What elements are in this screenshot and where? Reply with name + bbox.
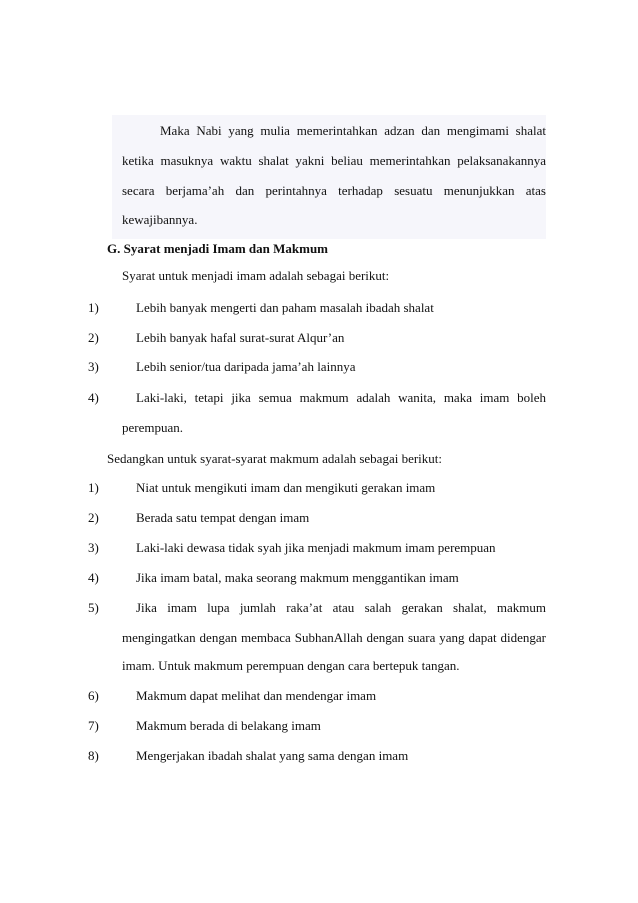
list-item-continuation: mengingatkan dengan membaca SubhanAllah dengan suara yang dapat didengar [122,630,546,645]
list-number: 1) [88,480,99,495]
list-item: Makmum berada di belakang imam [136,718,321,733]
list-item: Niat untuk mengikuti imam dan mengikuti gerakan imam [136,480,436,495]
intro-line: ketika masuknya waktu shalat yakni beliau memerintahkan pelaksanakannya [122,153,546,168]
list-item: Laki-laki, tetapi jika semua makmum adalah wanita, maka imam boleh [136,390,546,405]
list-number: 7) [88,718,99,733]
list-number: 2) [88,510,99,525]
list-item: Makmum dapat melihat dan mendengar imam [136,688,377,703]
list-item: Jika imam batal, maka seorang makmum menggantikan imam [136,570,459,585]
list-number: 2) [88,330,99,345]
intro-line: Maka Nabi yang mulia memerintahkan adzan dan mengimami shalat [160,123,546,138]
list-number: 4) [88,570,99,585]
list-number: 1) [88,300,99,315]
list-item: Jika imam lupa jumlah raka’at atau salah gerakan shalat, makmum [136,600,546,615]
intro-line: secara berjama’ah dan perintahnya terhadap sesuatu menunjukkan atas [122,183,546,198]
list-item: Laki-laki dewasa tidak syah jika menjadi makmum imam perempuan [136,540,496,555]
list-number: 6) [88,688,99,703]
list-item-continuation: perempuan. [122,420,184,435]
list-item-continuation: imam. Untuk makmum perempuan dengan cara bertepuk tangan. [122,658,460,673]
intro-line: kewajibannya. [122,212,198,227]
imam-intro-text: Syarat untuk menjadi imam adalah sebagai berikut: [122,268,390,283]
list-number: 3) [88,359,99,374]
list-number: 3) [88,540,99,555]
list-item: Berada satu tempat dengan imam [136,510,310,525]
list-number: 8) [88,748,99,763]
list-item: Lebih banyak mengerti dan paham masalah ibadah shalat [136,300,434,315]
list-number: 5) [88,600,99,615]
section-heading: G. Syarat menjadi Imam dan Makmum [107,241,329,256]
list-number: 4) [88,390,99,405]
list-item: Mengerjakan ibadah shalat yang sama dengan imam [136,748,409,763]
makmum-intro-text: Sedangkan untuk syarat-syarat makmum adalah sebagai berikut: [107,451,443,466]
list-item: Lebih banyak hafal surat-surat Alqur’an [136,330,345,345]
list-item: Lebih senior/tua daripada jama’ah lainnya [136,359,356,374]
